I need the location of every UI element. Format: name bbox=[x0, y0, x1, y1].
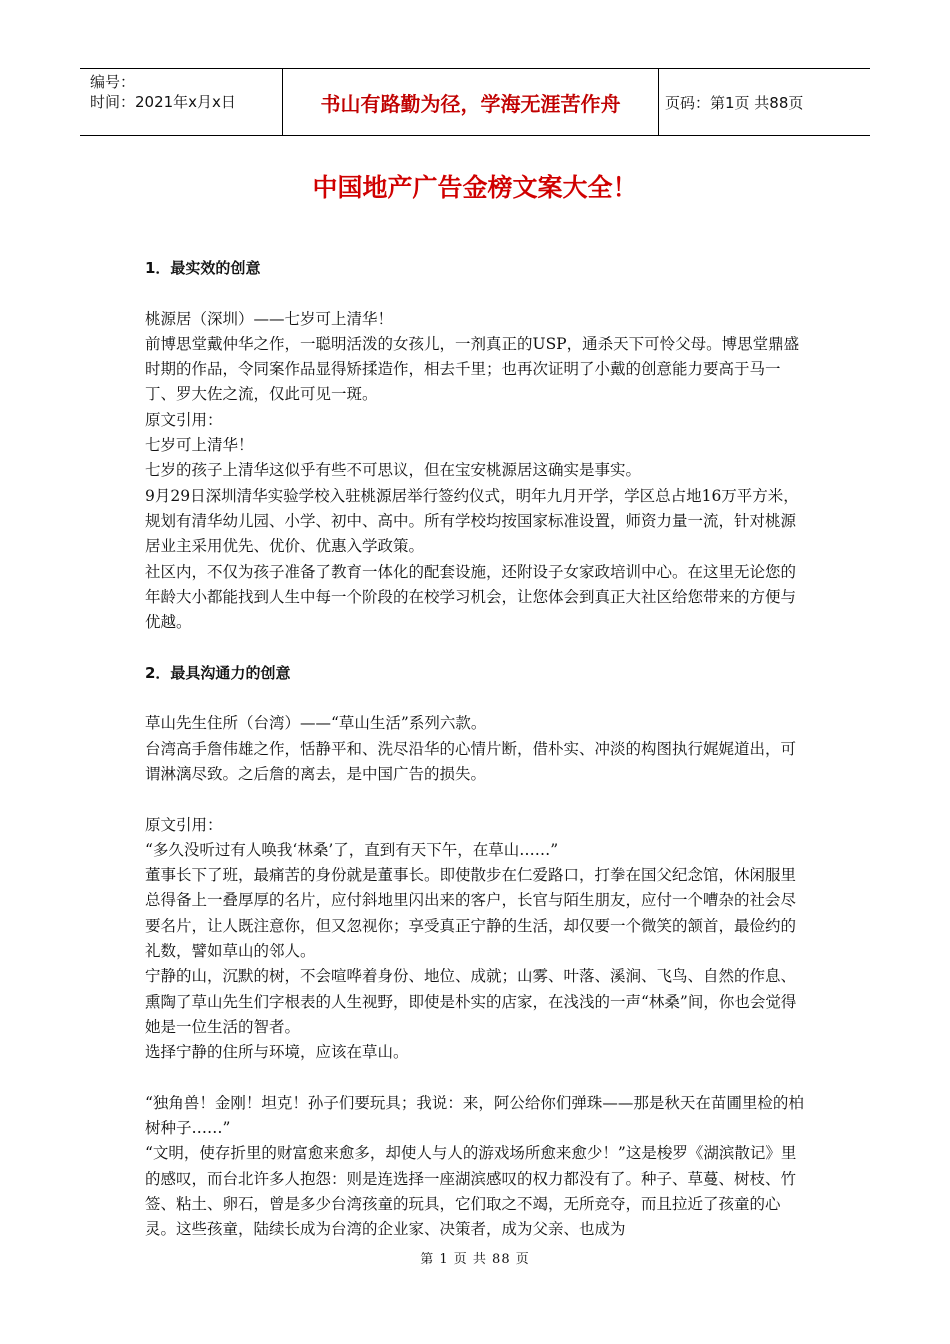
paragraph: 原文引用： bbox=[145, 410, 223, 429]
paragraph: 桃源居（深圳）——七岁可上清华！ bbox=[145, 309, 394, 328]
page-header bbox=[80, 68, 870, 136]
document-title: 中国地产广告金榜文案大全！ bbox=[312, 173, 638, 202]
paragraph: “多久没听过有人唤我‘林桑’了，直到有天下午，在草山……” bbox=[145, 840, 559, 859]
header-motto: 书山有路勤为径，学海无涯苦作舟 bbox=[282, 69, 659, 135]
page-footer: 第 1 页 共 88 页 bbox=[420, 1252, 530, 1267]
header-page-info: 页码：第1页 共88页 bbox=[665, 93, 804, 112]
paragraph: 9月29日深圳清华实验学校入驻桃源居举行签约仪式，明年九月开学，学区总占地16万平方米，规划有清华幼儿园、小学、初中、高中。所有学校均按国家标准设置，师资力量一流，针对桃源居业主采用优先、优价、优惠入学政策。 bbox=[145, 486, 799, 556]
section-heading-2: 2．最具沟通力的创意 bbox=[145, 663, 291, 682]
paragraph: 选择宁静的住所与环境，应该在草山。 bbox=[145, 1043, 409, 1062]
paragraph: 董事长下了班，最痛苦的身份就是董事长。即使散步在仁爱路口，打拳在国父纪念馆，休闲服里总得备上一叠厚厚的名片，应付斜地里闪出来的客户，长官与陌生朋友，应付一个嘈杂的社会尽要名片，让人既注意你，但又忽视你；享受真正宁静的生活，却仅要一个微笑的颔首，最俭约的礼数，譬如草山的邻人。 bbox=[145, 866, 797, 961]
paragraph: “独角兽！金刚！坦克！孙子们要玩具；我说：来，阿公给你们弹珠——那是秋天在苗圃里检的柏树种子……” bbox=[145, 1093, 804, 1138]
paragraph: “文明，使存折里的财富愈来愈多，却使人与人的游戏场所愈来愈少！”这是梭罗《湖滨散记》里的感叹，而台北许多人抱怨：则是连选择一座湖滨感叹的权力都没有了。种子、草蔓、树枝、竹签、粘土、卵石，曾是多少台湾孩童的玩具，它们取之不竭，无所竞夺，而且拉近了孩童的心灵。这些孩童，陆续长成为台湾的企业家、决策者，成为父亲、也成为 bbox=[145, 1144, 797, 1239]
paragraph: 社区内，不仅为孩子准备了教育一体化的配套设施，还附设子女家政培训中心。在这里无论您的年龄大小都能找到人生中每一个阶段的在校学习机会，让您体会到真正大社区给您带来的方便与优越。 bbox=[145, 562, 797, 632]
header-meta bbox=[80, 69, 282, 135]
document-body bbox=[145, 256, 810, 1243]
paragraph: 七岁可上清华！ bbox=[145, 436, 254, 455]
paragraph: 前博思堂戴仲华之作，一聪明活泼的女孩儿，一剂真正的USP，通杀天下可怜父母。博思堂鼎盛时期的作品，令同案作品显得矫揉造作，相去千里；也再次证明了小戴的创意能力要高于马一丁、罗大佐之流，仅此可见一斑。 bbox=[145, 334, 800, 404]
paragraph: 台湾高手詹伟雄之作，恬静平和、洗尽沿华的心情片断，借朴实、冲淡的构图执行娓娓道出，可谓淋漓尽致。之后詹的离去，是中国广告的损失。 bbox=[145, 739, 797, 783]
paragraph: 草山先生住所（台湾）——“草山生活”系列六款。 bbox=[145, 714, 487, 733]
doc-number-label: 编号： bbox=[90, 73, 136, 91]
paragraph: 七岁的孩子上清华这似乎有些不可思议，但在宝安桃源居这确实是事实。 bbox=[145, 461, 642, 480]
paragraph: 原文引用： bbox=[145, 815, 223, 834]
paragraph: 宁静的山，沉默的树，不会喧哗着身份、地位、成就；山雾、叶落、溪涧、飞鸟、自然的作息、熏陶了草山先生们字根表的人生视野，即使是朴实的店家，在浅浅的一声“林桑”间，你也会觉得她是一位生活的智者。 bbox=[145, 967, 797, 1036]
doc-date: 时间：2021年x月x日 bbox=[90, 93, 236, 111]
section-heading-1: 1．最实效的创意 bbox=[145, 259, 261, 277]
